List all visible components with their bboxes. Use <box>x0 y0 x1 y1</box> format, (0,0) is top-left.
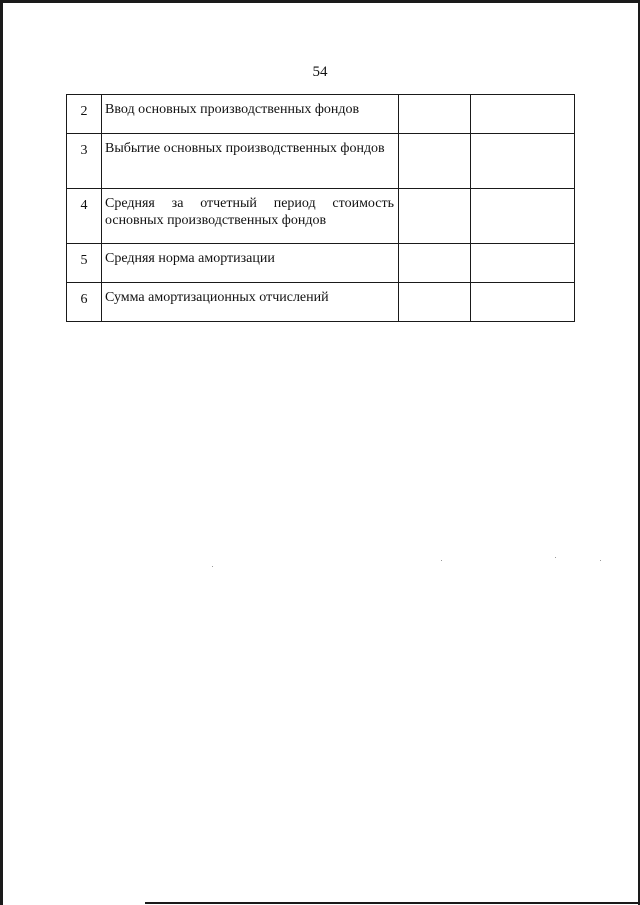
data-table <box>66 94 575 322</box>
row-number: 5 <box>67 244 102 283</box>
value-cell <box>471 95 575 134</box>
value-cell <box>471 189 575 244</box>
table-row <box>67 244 575 283</box>
row-number: 6 <box>67 283 102 322</box>
bottom-edge-line <box>145 902 640 904</box>
row-description: Сумма амортизационных отчислений <box>102 283 399 322</box>
value-cell <box>399 189 471 244</box>
row-number: 3 <box>67 134 102 189</box>
table-row <box>67 283 575 322</box>
row-description: Средняя норма амортизации <box>102 244 399 283</box>
row-description: Ввод основных производственных фондов <box>102 95 399 134</box>
table-row <box>67 189 575 244</box>
row-number: 2 <box>67 95 102 134</box>
value-cell <box>399 95 471 134</box>
value-cell <box>471 134 575 189</box>
value-cell <box>399 283 471 322</box>
value-cell <box>471 283 575 322</box>
row-description: Средняя за отчетный период стоимость основных производственных фондов <box>102 189 399 244</box>
row-number: 4 <box>67 189 102 244</box>
value-cell <box>399 134 471 189</box>
row-description: Выбытие основных производственных фондов <box>102 134 399 189</box>
value-cell <box>471 244 575 283</box>
value-cell <box>399 244 471 283</box>
table-row <box>67 134 575 189</box>
page-number: 54 <box>312 64 328 80</box>
table-row <box>67 95 575 134</box>
